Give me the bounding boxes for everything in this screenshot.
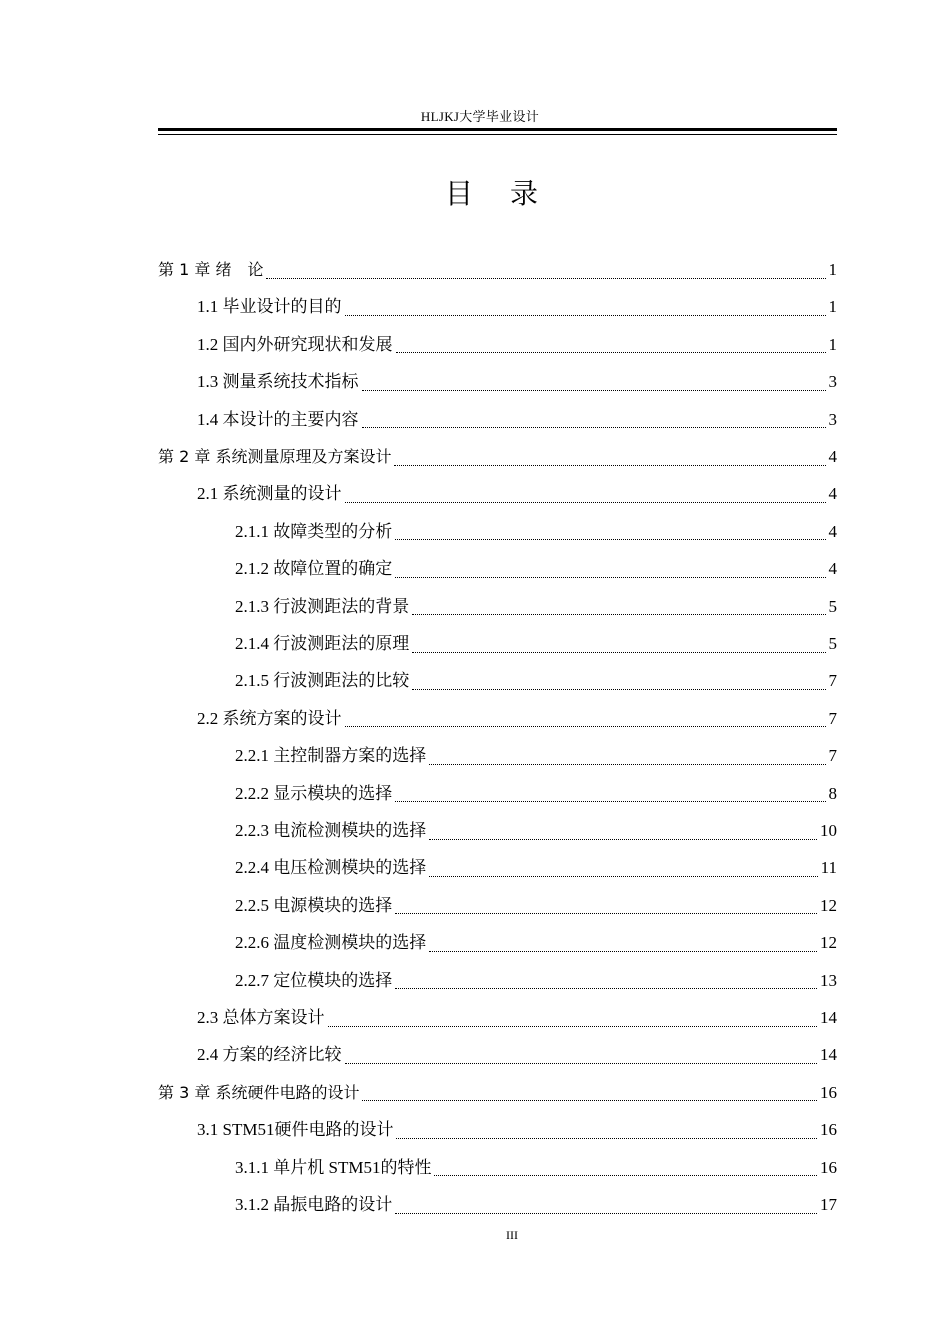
toc-entry-page: 5 — [828, 596, 837, 616]
toc-entry-label: 2.1.1 故障类型的分析 — [235, 521, 393, 541]
toc-dot-leader — [328, 1026, 818, 1027]
toc-dot-leader — [362, 1100, 817, 1101]
toc-entry[interactable] — [235, 551, 837, 587]
toc-entry-label: 3.1 STM51硬件电路的设计 — [197, 1120, 394, 1140]
toc-dot-leader — [412, 614, 825, 615]
toc-title: 目 录 — [445, 177, 552, 210]
toc-entry-page: 16 — [820, 1120, 837, 1140]
toc-entry[interactable] — [235, 963, 837, 999]
toc-dot-leader — [345, 502, 826, 503]
toc-entry-page: 14 — [820, 1045, 837, 1065]
toc-entry-label: 3.1.2 晶振电路的设计 — [235, 1195, 393, 1214]
toc-dot-leader — [394, 465, 825, 466]
toc-entry-label: 2.2.6 温度检测模块的选择 — [235, 933, 427, 953]
page-number: III — [506, 1228, 518, 1242]
toc-entry-label: 第 2 章 系统测量原理及方案设计 — [158, 447, 392, 466]
toc-entry-label: 2.2.7 定位模块的选择 — [235, 970, 393, 990]
toc-entry-label: 2.3 总体方案设计 — [197, 1008, 325, 1027]
toc-dot-leader — [412, 689, 825, 690]
toc-entry-label: 2.2.1 主控制器方案的选择 — [235, 746, 427, 766]
toc-entry-label: 2.1.2 故障位置的确定 — [235, 559, 393, 579]
toc-entry[interactable] — [197, 1037, 837, 1073]
toc-entry[interactable] — [197, 1112, 837, 1148]
toc-entry[interactable] — [197, 289, 837, 325]
toc-entry-page: 3 — [828, 372, 837, 392]
toc-entry-page: 7 — [828, 671, 837, 691]
toc-entry[interactable] — [197, 402, 837, 438]
toc-dot-leader — [395, 801, 825, 802]
toc-entry-page: 4 — [828, 559, 837, 579]
toc-entry[interactable] — [235, 663, 837, 699]
toc-entry[interactable] — [197, 364, 837, 400]
toc-dot-leader — [429, 951, 817, 952]
toc-entry-page: 5 — [828, 634, 837, 653]
toc-dot-leader — [395, 539, 825, 540]
toc-entry-label: 3.1.1 单片机 STM51的特性 — [235, 1157, 432, 1177]
toc-dot-leader — [345, 1063, 818, 1064]
toc-entry-label: 第 1 章 绪 论 — [158, 260, 264, 279]
toc-entry-page: 3 — [828, 409, 837, 429]
toc-entry-page: 4 — [828, 447, 837, 466]
toc-dot-leader — [429, 839, 817, 840]
toc-entry-page: 10 — [820, 821, 837, 840]
toc-entry-page: 7 — [828, 746, 837, 766]
toc-entry-page: 1 — [828, 297, 837, 317]
toc-entry[interactable] — [235, 1150, 837, 1186]
toc-dot-leader — [434, 1175, 817, 1176]
toc-entry[interactable] — [235, 813, 837, 849]
header-rule-thick — [158, 128, 837, 131]
toc-entry[interactable] — [158, 252, 837, 288]
toc-entry-page: 1 — [828, 334, 837, 354]
toc-dot-leader — [345, 726, 826, 727]
toc-dot-leader — [362, 390, 826, 391]
toc-entry-label: 1.3 测量系统技术指标 — [197, 372, 359, 392]
toc-entry-label: 第 3 章 系统硬件电路的设计 — [158, 1082, 360, 1102]
toc-entry-label: 2.2.5 电源模块的选择 — [235, 895, 393, 915]
toc-entry-label: 2.1 系统测量的设计 — [197, 484, 342, 504]
toc-entry-page: 17 — [820, 1195, 837, 1214]
toc-entry[interactable] — [235, 738, 837, 774]
toc-entry[interactable] — [197, 1000, 837, 1036]
toc-entry-page: 12 — [820, 933, 837, 953]
running-header: HLJKJ大学毕业设计 — [420, 109, 540, 124]
toc-dot-leader — [395, 988, 817, 989]
toc-entry-page: 16 — [820, 1082, 837, 1102]
toc-entry[interactable] — [235, 514, 837, 550]
toc-entry-page: 13 — [820, 970, 837, 990]
toc-entry-label: 1.4 本设计的主要内容 — [197, 409, 359, 429]
toc-entry-label: 2.4 方案的经济比较 — [197, 1045, 342, 1065]
toc-entry[interactable] — [235, 626, 837, 662]
toc-entry[interactable] — [197, 327, 837, 363]
toc-entry[interactable] — [158, 439, 837, 475]
toc-dot-leader — [395, 913, 817, 914]
toc-entry[interactable] — [197, 476, 837, 512]
toc-dot-leader — [429, 876, 817, 877]
header-rule-thin — [158, 134, 837, 135]
toc-entry[interactable] — [158, 1075, 837, 1111]
toc-dot-leader — [396, 1138, 817, 1139]
toc-entry[interactable] — [235, 925, 837, 961]
toc-entry-label: 2.2.4 电压检测模块的选择 — [235, 858, 427, 878]
toc-dot-leader — [412, 652, 825, 653]
toc-entry-page: 7 — [828, 708, 837, 728]
toc-entry-page: 16 — [820, 1157, 837, 1177]
toc-entry[interactable] — [235, 589, 837, 625]
toc-entry-label: 2.1.5 行波测距法的比较 — [235, 671, 410, 691]
toc-entry-page: 4 — [828, 484, 837, 504]
toc-entry-page: 1 — [828, 260, 837, 279]
toc-entry-page: 11 — [820, 858, 837, 878]
toc-entry-page: 4 — [828, 521, 837, 541]
toc-dot-leader — [362, 427, 826, 428]
toc-entry[interactable] — [235, 776, 837, 812]
toc-entry[interactable] — [197, 701, 837, 737]
toc-dot-leader — [395, 577, 825, 578]
toc-entry-label: 1.1 毕业设计的目的 — [197, 297, 342, 317]
toc-dot-leader — [395, 1213, 817, 1214]
toc-dot-leader — [396, 352, 826, 353]
toc-entry[interactable] — [235, 850, 837, 886]
toc-entry[interactable] — [235, 888, 837, 924]
toc-entry-label: 2.2.3 电流检测模块的选择 — [235, 821, 427, 840]
toc-entry-page: 14 — [820, 1008, 837, 1027]
toc-entry-label: 2.1.4 行波测距法的原理 — [235, 634, 410, 653]
toc-entry-label: 2.1.3 行波测距法的背景 — [235, 596, 410, 616]
toc-entry-label: 2.2.2 显示模块的选择 — [235, 783, 393, 803]
toc-dot-leader — [429, 764, 825, 765]
toc-entry-page: 12 — [820, 895, 837, 915]
toc-dot-leader — [345, 315, 826, 316]
toc-entry-label: 2.2 系统方案的设计 — [197, 708, 342, 728]
toc-entry-label: 1.2 国内外研究现状和发展 — [197, 334, 393, 354]
toc-entry[interactable] — [235, 1187, 837, 1223]
toc-entry-page: 8 — [828, 783, 837, 803]
toc-dot-leader — [266, 278, 825, 279]
